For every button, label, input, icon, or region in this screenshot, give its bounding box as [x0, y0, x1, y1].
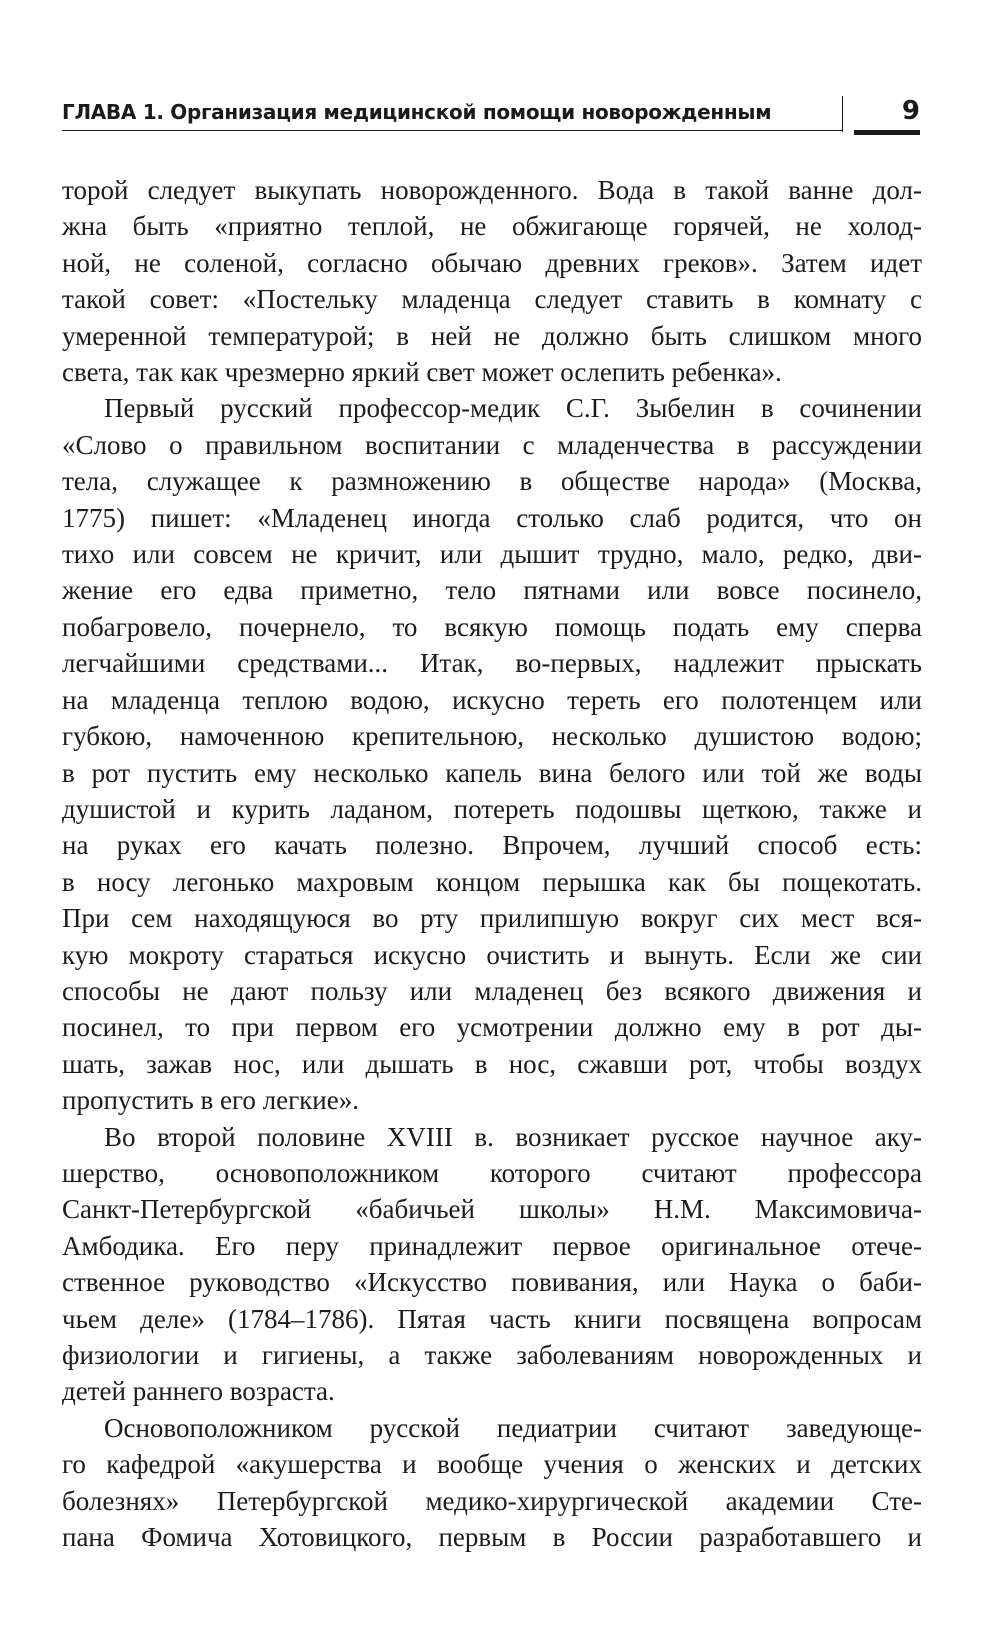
- paragraph-4: [62, 1410, 922, 1556]
- text-line: пропустить в его легкие».: [62, 1085, 359, 1116]
- text-line: умеренной температурой; в ней не должно быть слишком много: [62, 320, 922, 351]
- text-line: посинел, то при первом его усмотрении должно ему в рот ды-: [62, 1012, 922, 1043]
- text-line: го кафедрой «акушерства и вообще учения о женских и детских: [62, 1449, 922, 1480]
- text-line: «Слово о правильном воспитании с младенчества в рассуждении: [62, 429, 922, 460]
- page-header: [62, 96, 920, 130]
- paragraph-2: [62, 390, 922, 1118]
- text-line: в рот пустить ему несколько капель вина белого или той же воды: [62, 757, 922, 788]
- text-line: Во второй половине XVIII в. возникает русское научное аку-: [104, 1121, 922, 1152]
- text-line: Первый русский профессор-медик С.Г. Зыбелин в сочинении: [104, 393, 922, 424]
- text-line: душистой и курить ладаном, потереть подошвы щеткою, также и: [62, 793, 922, 824]
- text-line: ной, не соленой, согласно обычаю древних греков». Затем идет: [62, 247, 922, 278]
- text-line: чьем деле» (1784–1786). Пятая часть книги посвящена вопросам: [62, 1303, 922, 1334]
- text-line: способы не дают пользу или младенец без всякого движения и: [62, 975, 922, 1006]
- text-line: света, так как чрезмерно яркий свет может ослепить ребенка».: [62, 357, 782, 388]
- text-line: Санкт-Петербургской «бабичьей школы» Н.М. Максимовича-: [62, 1194, 922, 1225]
- text-line: болезнях» Петербургской медико-хирургической академии Сте-: [62, 1485, 922, 1516]
- text-line: тихо или совсем не кричит, или дышит трудно, мало, редко, дви-: [62, 539, 922, 570]
- page-number: 9: [901, 96, 920, 126]
- text-line: такой совет: «Постельку младенца следует ставить в комнату с: [62, 284, 922, 315]
- running-head-chapter-title: ГЛАВА 1. Организация медицинской помощи новорожденным: [62, 100, 772, 124]
- text-line: шерство, основоположником которого считают профессора: [62, 1157, 922, 1188]
- body-text: [62, 172, 922, 1555]
- text-line: ственное руководство «Искусство повивания, или Наука о баби-: [62, 1267, 922, 1298]
- text-line: Основоположником русской педиатрии считают заведующе-: [104, 1412, 922, 1443]
- text-line: торой следует выкупать новорожденного. Вода в такой ванне дол-: [62, 175, 922, 205]
- header-divider: [842, 96, 843, 132]
- text-line: жна быть «приятно теплой, не обжигающе горячей, не холод-: [62, 211, 922, 242]
- text-line: физиологии и гигиены, а также заболеваниям новорожденных и: [62, 1340, 922, 1370]
- text-line: 1775) пишет: «Младенец иногда столько слаб родится, что он: [62, 502, 922, 533]
- text-line: тела, служащее к размножению в обществе народа» (Москва,: [62, 466, 922, 497]
- text-line: жение его едва приметно, тело пятнами или вовсе посинело,: [62, 575, 922, 606]
- text-line: на младенца теплою водою, искусно тереть его полотенцем или: [62, 684, 922, 715]
- page-number-underline: [854, 130, 920, 135]
- paragraph-1: [62, 172, 922, 390]
- text-line: побагровело, почернело, то всякую помощь подать ему сперва: [62, 611, 922, 642]
- text-line: шать, зажав нос, или дышать в нос, сжавши рот, чтобы воздух: [62, 1048, 922, 1079]
- text-line: губкою, намоченною крепительною, несколько душистою водою;: [62, 721, 922, 752]
- text-line: пана Фомича Хотовицкого, первым в России разработавшего и: [62, 1522, 922, 1553]
- text-line: кую мокроту стараться искусно очистить и вынуть. Если же сии: [62, 939, 922, 970]
- text-line: Амбодика. Его перу принадлежит первое оригинальное отече-: [62, 1230, 922, 1261]
- text-line: При сем находящуюся во рту прилипшую вокруг сих мест вся-: [62, 903, 922, 934]
- header-rule: [62, 130, 842, 131]
- text-line: на руках его качать полезно. Впрочем, лучший способ есть:: [62, 830, 922, 861]
- text-line: в носу легонько махровым концом перышка как бы пощекотать.: [62, 866, 922, 897]
- text-line: детей раннего возраста.: [62, 1376, 335, 1407]
- text-line: легчайшими средствами... Итак, во-первых, надлежит прыскать: [62, 648, 922, 679]
- paragraph-3: [62, 1119, 922, 1410]
